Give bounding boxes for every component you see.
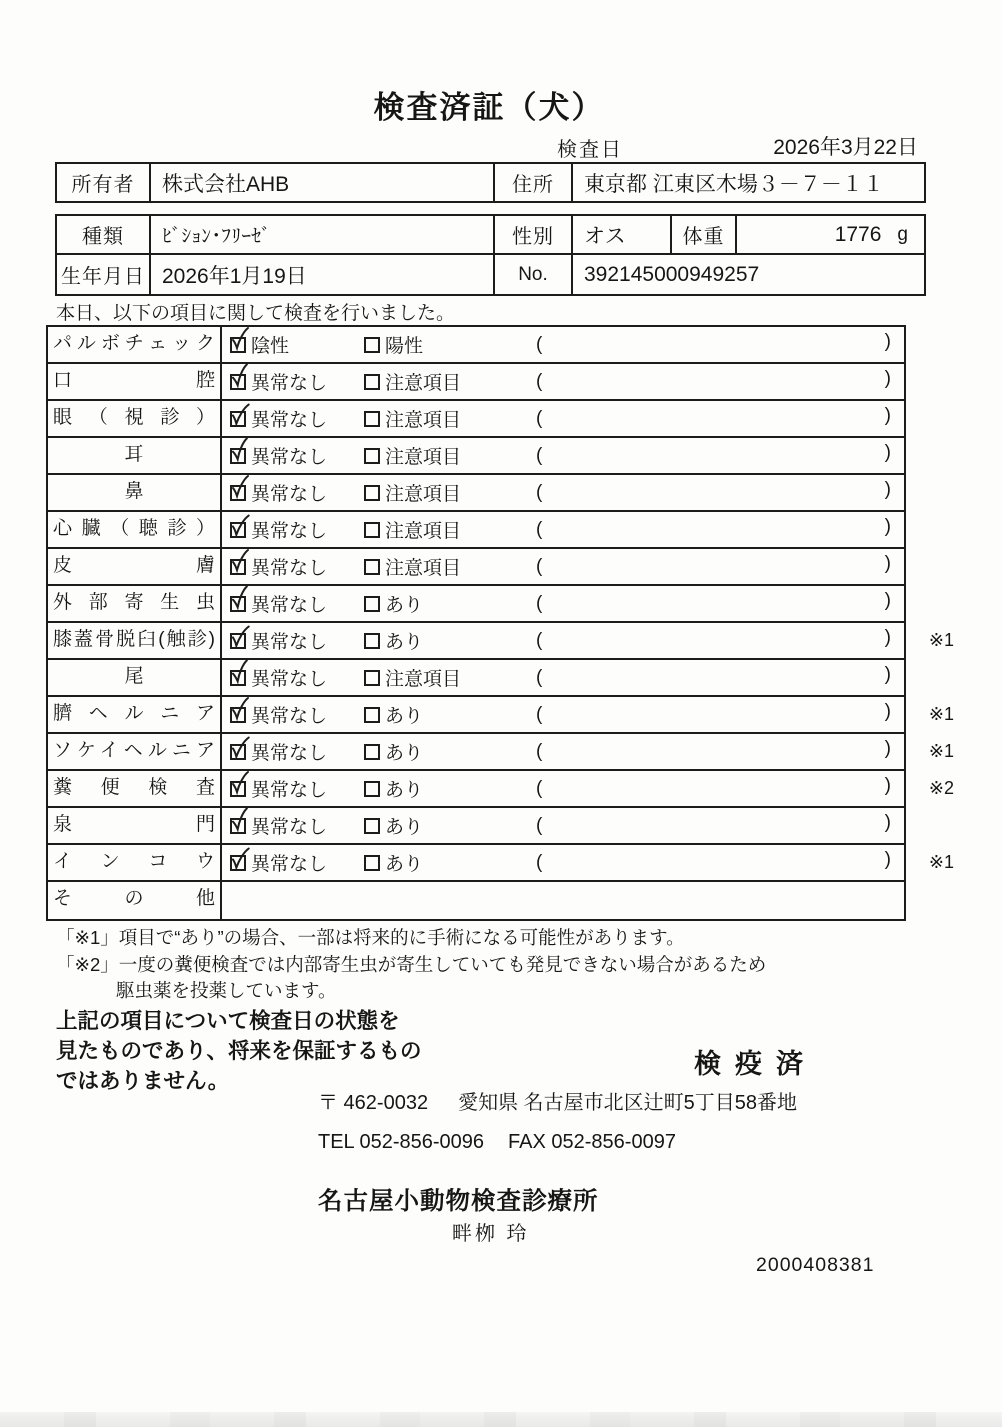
checkbox-checked-icon [230,559,246,575]
checkbox-unchecked-icon [364,374,380,390]
paren-open: ( [536,592,543,614]
intro-sentence: 本日、以下の項目に関して検査を行いました。 [56,303,456,324]
serial-number: 2000408381 [756,1254,875,1276]
option-label: 異常なし [251,521,328,542]
result-option-checked [230,664,364,691]
row-label: 口腔 [53,370,215,391]
result-option-checked [230,553,364,580]
breed-label: 種類 [57,216,151,253]
result-option-checked [230,701,364,728]
row-label: 尾 [124,666,144,687]
checkbox-unchecked-icon [364,337,380,353]
paren-close: ) [884,516,891,537]
owner-value: 株式会社AHB [151,164,495,201]
address-label: 住所 [495,164,573,201]
disclaimer-line: ではありません。 [56,1069,230,1093]
birthdate-label: 生年月日 [57,255,151,294]
checkbox-unchecked-icon [364,781,380,797]
check-mark-icon [228,806,253,837]
disclaimer-line: 見たものであり、将来を保証するもの [56,1039,422,1063]
document-title: 検査済証（犬） [373,90,605,125]
clinic-name: 名古屋小動物検査診療所 [318,1188,599,1215]
row-label: パルボチェック [53,333,215,354]
paren-open: ( [536,555,543,577]
option-label: 陰性 [251,336,290,357]
option-label: 異常なし [251,743,328,764]
paren-open: ( [536,518,543,540]
animal-info-table [55,214,926,296]
option-label: 異常なし [251,780,328,801]
option-label: 注意項目 [385,484,462,505]
checklist-row-patella [48,623,954,660]
option-label: 異常なし [251,854,328,875]
checklist-row-eyes [48,401,904,438]
option-label: 注意項目 [385,447,462,468]
checklist-table [46,325,954,921]
clinic-tel: TEL 052-856-0096 [318,1131,485,1153]
option-label: 注意項目 [385,521,462,542]
checkbox-unchecked-icon [364,707,380,723]
result-option-checked [230,627,364,654]
result-option-checked [230,442,364,469]
result-option-unchecked [364,775,534,802]
checkbox-checked-icon [230,781,246,797]
birth-row [57,255,924,294]
result-option-unchecked [364,479,534,506]
check-mark-icon [228,362,253,393]
sex-label: 性別 [495,216,573,253]
scan-edge-artifact [0,1412,1002,1427]
checkbox-checked-icon [230,744,246,760]
row-note: ※1 [928,852,954,872]
paren-close: ) [884,738,891,759]
checkbox-checked-icon [230,707,246,723]
option-label: あり [385,595,424,616]
paren-close: ) [884,775,891,796]
checkbox-unchecked-icon [364,485,380,501]
row-label: インコウ [53,851,215,872]
result-option-unchecked [364,849,534,876]
checkbox-unchecked-icon [364,411,380,427]
row-label: 眼（視診） [53,407,215,428]
paren-open: ( [536,370,543,392]
option-label: 注意項目 [385,558,462,579]
checklist-row-umbilical-hernia [48,697,954,734]
checklist-row-oral [48,364,904,401]
row-label: 膝蓋骨脱臼(触診) [53,629,215,650]
result-option-checked [230,479,364,506]
paren-close: ) [884,664,891,685]
checkbox-unchecked-icon [364,633,380,649]
disclaimer-paragraph [56,1006,422,1096]
owner-label: 所有者 [57,164,151,201]
checkbox-checked-icon [230,855,246,871]
row-label: その他 [53,888,215,909]
paren-open: ( [536,407,543,429]
exam-date-value: 2026年3月22日 [773,136,918,159]
checkbox-checked-icon [230,337,246,353]
result-option-unchecked [364,627,534,654]
examiner-name: 畔栁 玲 [452,1223,530,1245]
checkbox-checked-icon [230,374,246,390]
clinic-telfax-line [318,1131,676,1154]
clinic-address: 愛知県 名古屋市北区辻町5丁目58番地 [458,1092,798,1114]
footnote-2-continued: 駆虫薬を投薬しています。 [116,980,337,1001]
result-option-unchecked [364,738,534,765]
option-label: 注意項目 [385,373,462,394]
checkbox-unchecked-icon [364,522,380,538]
checkbox-unchecked-icon [364,855,380,871]
weight-number: 1776 [834,222,882,246]
row-label: 耳 [124,444,144,465]
option-label: あり [385,632,424,653]
checklist-row-nose [48,475,904,512]
option-label: 異常なし [251,595,328,616]
result-option-checked [230,331,364,358]
check-mark-icon [228,623,253,654]
owner-table [55,162,926,203]
checklist-row-ears [48,438,904,475]
paren-close: ) [884,849,891,870]
checklist-row-inguinal-hernia [48,734,954,771]
checkbox-checked-icon [230,411,246,427]
option-label: 注意項目 [385,410,462,431]
row-label: ソケイヘルニア [53,740,215,761]
result-option-unchecked [364,331,534,358]
weight-value [737,216,924,253]
paren-open: ( [536,481,543,503]
option-label: 異常なし [251,706,328,727]
checkbox-unchecked-icon [364,670,380,686]
option-label: あり [385,817,424,838]
paren-close: ) [884,405,891,426]
exam-date-label: 検査日 [557,139,623,161]
check-mark-icon [228,401,253,432]
row-label: 鼻 [124,481,144,502]
check-mark-icon [228,734,253,765]
checkbox-checked-icon [230,522,246,538]
certificate-no-label: No. [495,255,573,294]
checkbox-unchecked-icon [364,559,380,575]
result-option-unchecked [364,442,534,469]
result-option-checked [230,775,364,802]
row-note: ※1 [928,704,954,724]
result-option-unchecked [364,664,534,691]
paren-close: ) [884,442,891,463]
result-option-unchecked [364,516,534,543]
check-mark-icon [229,696,252,725]
paren-open: ( [536,666,543,688]
check-mark-icon [228,845,253,876]
checkbox-unchecked-icon [364,744,380,760]
checklist-row-parvo [48,327,904,364]
checkbox-unchecked-icon [364,596,380,612]
footnote-1: 「※1」項目で“あり”の場合、一部は将来的に手術になる可能性があります。 [56,927,685,948]
row-label: 皮膚 [53,555,215,576]
paren-close: ) [884,331,891,352]
result-option-checked [230,368,364,395]
weight-label: 体重 [672,216,737,253]
row-label: 糞便検査 [53,777,215,798]
option-label: あり [385,706,424,727]
quarantine-stamp: 検疫済 [694,1049,817,1079]
result-option-checked [230,405,364,432]
checklist-row-fontanelle [48,808,904,845]
breed-value: ﾋﾞｼｮﾝ･ﾌﾘｰｾﾞ [151,216,495,253]
checkbox-checked-icon [230,670,246,686]
postal-code: 〒 462-0032 [318,1092,429,1114]
paren-close: ) [884,479,891,500]
disclaimer-line: 上記の項目について検査日の状態を [56,1009,400,1033]
paren-open: ( [536,777,543,799]
check-mark-icon [229,548,252,577]
row-note: ※1 [928,741,954,761]
option-label: 異常なし [251,558,328,579]
check-mark-icon [228,512,253,543]
option-label: あり [385,780,424,801]
address-value: 東京都 江東区木場３－７－１１ [584,172,884,196]
paren-open: ( [536,703,543,725]
result-option-unchecked [364,812,534,839]
result-option-unchecked [364,368,534,395]
check-mark-icon [229,326,252,355]
checklist-row-fecal-exam [48,771,954,808]
paren-open: ( [536,851,543,873]
paren-open: ( [536,814,543,836]
result-option-unchecked [364,405,534,432]
checklist-row-tail [48,660,904,697]
check-mark-icon [228,584,253,615]
checklist-row-other [48,882,904,919]
sex-value: オス [573,216,672,253]
row-note: ※2 [928,778,954,798]
option-label: 異常なし [251,447,328,468]
checkbox-checked-icon [230,485,246,501]
checkbox-checked-icon [230,818,246,834]
result-option-unchecked [364,590,534,617]
paren-close: ) [884,812,891,833]
option-label: あり [385,743,424,764]
row-label: 泉門 [53,814,215,835]
paren-open: ( [536,629,543,651]
paren-close: ) [884,701,891,722]
check-mark-icon [228,436,253,467]
option-label: 陽性 [385,336,424,357]
certificate-no-value: 392145000949257 [584,262,760,286]
row-label: 臍ヘルニア [53,703,215,724]
paren-open: ( [536,740,543,762]
option-label: 注意項目 [385,669,462,690]
clinic-postal-line [318,1086,797,1115]
option-label: 異常なし [251,669,328,690]
row-label: 外部寄生虫 [53,592,215,613]
paren-close: ) [884,627,891,648]
result-option-checked [230,738,364,765]
paren-close: ) [884,368,891,389]
birthdate-value: 2026年1月19日 [151,255,495,294]
paren-close: ) [884,553,891,574]
paren-open: ( [536,333,543,355]
result-option-checked [230,590,364,617]
row-label: 心臓（聴診） [53,518,215,539]
result-option-unchecked [364,553,534,580]
option-label: 異常なし [251,484,328,505]
checkbox-unchecked-icon [364,448,380,464]
option-label: あり [385,854,424,875]
result-option-checked [230,516,364,543]
checklist-row-external-parasites [48,586,904,623]
checkbox-checked-icon [230,596,246,612]
check-mark-icon [228,658,253,689]
check-mark-icon [229,770,252,799]
breed-row [57,216,924,255]
option-label: 異常なし [251,373,328,394]
result-option-unchecked [364,701,534,728]
weight-unit: g [897,223,908,245]
option-label: 異常なし [251,410,328,431]
checkbox-unchecked-icon [364,818,380,834]
result-option-checked [230,812,364,839]
clinic-fax: FAX 052-856-0097 [508,1131,676,1153]
paren-open: ( [536,444,543,466]
empty-cell [222,882,904,919]
check-mark-icon [229,474,252,503]
result-option-checked [230,849,364,876]
row-note: ※1 [928,630,954,650]
option-label: 異常なし [251,817,328,838]
checklist-row-skin [48,549,904,586]
paren-close: ) [884,590,891,611]
footnote-2: 「※2」一度の糞便検査では内部寄生虫が寄生していても発見できない場合があるため [56,954,767,975]
checklist-row-heart [48,512,904,549]
checklist-row-cryptorchidism [48,845,954,882]
option-label: 異常なし [251,632,328,653]
checkbox-checked-icon [230,448,246,464]
checkbox-checked-icon [230,633,246,649]
